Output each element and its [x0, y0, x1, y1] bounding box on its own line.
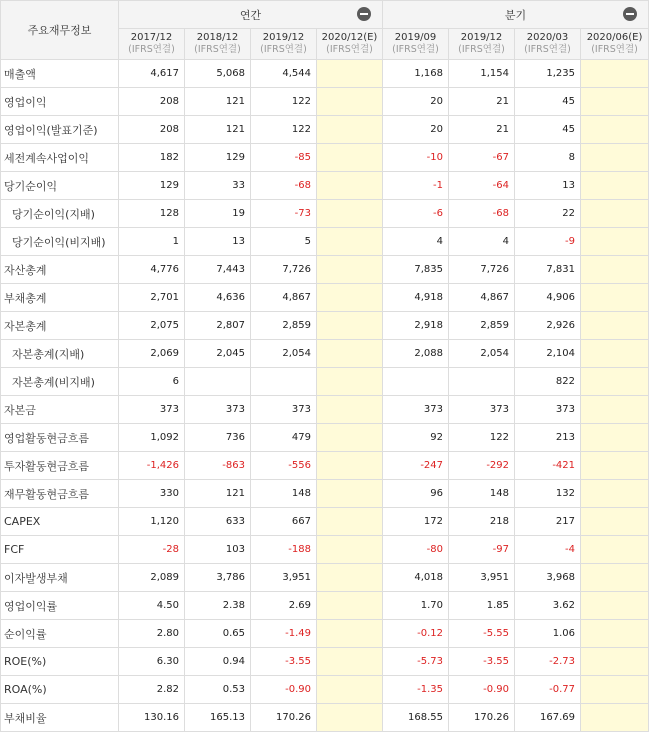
quarter-value-cell: 172 [383, 508, 449, 536]
quarter-value-cell [581, 676, 649, 704]
annual-period-header [119, 29, 185, 60]
annual-period-header [185, 29, 251, 60]
annual-value-cell: -188 [251, 536, 317, 564]
quarter-value-cell [581, 564, 649, 592]
annual-value-cell: 4,867 [251, 284, 317, 312]
row-label: 당기순이익 [1, 172, 119, 200]
quarter-value-cell: 4,018 [383, 564, 449, 592]
annual-value-cell [317, 564, 383, 592]
quarter-period-header [449, 29, 515, 60]
annual-value-cell: 0.53 [185, 676, 251, 704]
quarter-value-cell [581, 452, 649, 480]
quarter-value-cell: -0.77 [515, 676, 581, 704]
annual-value-cell [317, 284, 383, 312]
quarter-value-cell: 3.62 [515, 592, 581, 620]
accounting-basis-label: (IFRS연결) [458, 44, 505, 55]
table-row [1, 88, 649, 116]
quarter-value-cell [581, 284, 649, 312]
row-label: 영업이익(발표기준) [1, 116, 119, 144]
annual-period-header [251, 29, 317, 60]
quarter-group-header [383, 1, 649, 29]
annual-value-cell: 2.69 [251, 592, 317, 620]
annual-value-cell [317, 172, 383, 200]
annual-value-cell: 2,701 [119, 284, 185, 312]
annual-value-cell: 2,045 [185, 340, 251, 368]
annual-value-cell: 667 [251, 508, 317, 536]
annual-value-cell: 2,054 [251, 340, 317, 368]
quarter-value-cell: -80 [383, 536, 449, 564]
annual-value-cell: 4,776 [119, 256, 185, 284]
annual-value-cell [317, 60, 383, 88]
annual-value-cell: 121 [185, 88, 251, 116]
quarter-value-cell: -3.55 [449, 648, 515, 676]
table-row [1, 312, 649, 340]
quarter-value-cell [581, 340, 649, 368]
quarter-value-cell: -5.55 [449, 620, 515, 648]
quarter-value-cell: -10 [383, 144, 449, 172]
quarter-value-cell [383, 368, 449, 396]
annual-value-cell: 479 [251, 424, 317, 452]
table-row [1, 648, 649, 676]
accounting-basis-label: (IFRS연결) [524, 44, 571, 55]
quarter-value-cell: 3,951 [449, 564, 515, 592]
annual-value-cell: 2,069 [119, 340, 185, 368]
table-row [1, 592, 649, 620]
quarter-value-cell: 148 [449, 480, 515, 508]
quarter-value-cell: 4,867 [449, 284, 515, 312]
table-row [1, 396, 649, 424]
annual-value-cell: 2.82 [119, 676, 185, 704]
quarter-value-cell: 8 [515, 144, 581, 172]
row-label: CAPEX [1, 508, 119, 536]
table-row [1, 200, 649, 228]
quarter-value-cell: 7,835 [383, 256, 449, 284]
accounting-basis-label: (IFRS연결) [128, 44, 175, 55]
quarter-value-cell: 4,906 [515, 284, 581, 312]
quarter-value-cell: 45 [515, 88, 581, 116]
quarter-value-cell [581, 200, 649, 228]
period-label: 2020/06(E) [586, 32, 643, 43]
quarter-value-cell [581, 368, 649, 396]
annual-value-cell: -68 [251, 172, 317, 200]
annual-value-cell: 103 [185, 536, 251, 564]
quarter-value-cell: 373 [449, 396, 515, 424]
quarter-value-cell [581, 704, 649, 732]
row-label: 재무활동현금흐름 [1, 480, 119, 508]
quarter-value-cell: -9 [515, 228, 581, 256]
row-label: 영업이익 [1, 88, 119, 116]
quarter-value-cell: 4 [449, 228, 515, 256]
annual-value-cell: -1.49 [251, 620, 317, 648]
quarter-value-cell: 1,235 [515, 60, 581, 88]
annual-value-cell: 129 [185, 144, 251, 172]
annual-value-cell: 0.94 [185, 648, 251, 676]
period-label: 2020/12(E) [321, 32, 378, 43]
period-label: 2019/12 [262, 32, 305, 43]
table-row [1, 508, 649, 536]
annual-value-cell: 2,089 [119, 564, 185, 592]
quarter-value-cell: 822 [515, 368, 581, 396]
quarter-value-cell: -1 [383, 172, 449, 200]
row-label: 자산총계 [1, 256, 119, 284]
annual-value-cell [317, 200, 383, 228]
period-label: 2019/09 [394, 32, 437, 43]
annual-value-cell [317, 116, 383, 144]
annual-value-cell [185, 368, 251, 396]
quarter-value-cell: 1,168 [383, 60, 449, 88]
annual-label: 연간 [239, 8, 262, 22]
table-row [1, 480, 649, 508]
annual-value-cell: 2.38 [185, 592, 251, 620]
annual-value-cell [317, 424, 383, 452]
quarter-value-cell: 4,918 [383, 284, 449, 312]
quarter-value-cell: 2,104 [515, 340, 581, 368]
table-row [1, 452, 649, 480]
quarter-value-cell: 4 [383, 228, 449, 256]
annual-value-cell: 633 [185, 508, 251, 536]
annual-value-cell: 4,617 [119, 60, 185, 88]
quarter-value-cell: 96 [383, 480, 449, 508]
row-label: ROE(%) [1, 648, 119, 676]
quarter-value-cell: 1.85 [449, 592, 515, 620]
quarter-value-cell: -292 [449, 452, 515, 480]
annual-value-cell: 170.26 [251, 704, 317, 732]
quarter-value-cell: 3,968 [515, 564, 581, 592]
annual-value-cell: 121 [185, 480, 251, 508]
quarter-value-cell: 2,859 [449, 312, 515, 340]
annual-value-cell: 5,068 [185, 60, 251, 88]
annual-value-cell: -85 [251, 144, 317, 172]
annual-value-cell: 4.50 [119, 592, 185, 620]
period-label: 2019/12 [460, 32, 503, 43]
accounting-basis-label: (IFRS연결) [194, 44, 241, 55]
quarter-value-cell: 92 [383, 424, 449, 452]
quarter-value-cell [581, 648, 649, 676]
annual-value-cell: 13 [185, 228, 251, 256]
annual-value-cell [317, 592, 383, 620]
annual-value-cell: 121 [185, 116, 251, 144]
annual-value-cell [317, 480, 383, 508]
annual-value-cell: 182 [119, 144, 185, 172]
annual-value-cell [317, 144, 383, 172]
row-label: 부채비율 [1, 704, 119, 732]
annual-value-cell: 165.13 [185, 704, 251, 732]
quarter-value-cell [581, 424, 649, 452]
quarter-value-cell: -0.90 [449, 676, 515, 704]
table-title: 주요재무정보 [1, 1, 119, 60]
annual-value-cell: 7,443 [185, 256, 251, 284]
quarter-value-cell [581, 172, 649, 200]
annual-value-cell: 373 [251, 396, 317, 424]
annual-value-cell: 4,636 [185, 284, 251, 312]
table-row [1, 368, 649, 396]
quarter-value-cell [581, 116, 649, 144]
quarter-value-cell: 20 [383, 116, 449, 144]
quarter-value-cell [581, 88, 649, 116]
quarter-value-cell: 373 [515, 396, 581, 424]
quarter-period-header [383, 29, 449, 60]
minus-circle-icon[interactable] [357, 7, 371, 21]
annual-value-cell: 1,120 [119, 508, 185, 536]
annual-value-cell: 7,726 [251, 256, 317, 284]
row-label: FCF [1, 536, 119, 564]
quarter-value-cell: -0.12 [383, 620, 449, 648]
quarter-value-cell: -67 [449, 144, 515, 172]
annual-value-cell: 130.16 [119, 704, 185, 732]
annual-value-cell: 122 [251, 88, 317, 116]
quarter-value-cell [581, 508, 649, 536]
annual-value-cell: -28 [119, 536, 185, 564]
annual-value-cell: 129 [119, 172, 185, 200]
quarter-value-cell: -5.73 [383, 648, 449, 676]
annual-value-cell: -0.90 [251, 676, 317, 704]
quarter-value-cell: 13 [515, 172, 581, 200]
quarter-value-cell: -6 [383, 200, 449, 228]
annual-value-cell: 208 [119, 88, 185, 116]
period-label: 2018/12 [196, 32, 239, 43]
row-label: 자본총계 [1, 312, 119, 340]
annual-value-cell: 2,859 [251, 312, 317, 340]
accounting-basis-label: (IFRS연결) [326, 44, 373, 55]
quarter-value-cell: 218 [449, 508, 515, 536]
annual-value-cell: -73 [251, 200, 317, 228]
annual-value-cell: 1,092 [119, 424, 185, 452]
annual-value-cell: 4,544 [251, 60, 317, 88]
annual-period-header [317, 29, 383, 60]
row-label: 자본총계(비지배) [1, 368, 119, 396]
quarter-value-cell: -1.35 [383, 676, 449, 704]
quarter-value-cell: -247 [383, 452, 449, 480]
quarter-value-cell [581, 60, 649, 88]
table-row [1, 144, 649, 172]
quarter-value-cell: 1.06 [515, 620, 581, 648]
annual-value-cell: 208 [119, 116, 185, 144]
annual-value-cell: 6 [119, 368, 185, 396]
quarter-value-cell: -421 [515, 452, 581, 480]
quarter-value-cell: 21 [449, 116, 515, 144]
row-label: 영업이익률 [1, 592, 119, 620]
annual-value-cell [317, 228, 383, 256]
quarter-value-cell: 1,154 [449, 60, 515, 88]
quarter-period-header [515, 29, 581, 60]
quarter-value-cell: 22 [515, 200, 581, 228]
annual-value-cell: 148 [251, 480, 317, 508]
quarter-value-cell: -4 [515, 536, 581, 564]
quarter-value-cell: 1.70 [383, 592, 449, 620]
quarter-value-cell: 7,726 [449, 256, 515, 284]
quarter-value-cell: 373 [383, 396, 449, 424]
row-label: 투자활동현금흐름 [1, 452, 119, 480]
table-row [1, 284, 649, 312]
annual-value-cell: 128 [119, 200, 185, 228]
annual-value-cell: 2,807 [185, 312, 251, 340]
quarter-value-cell [581, 620, 649, 648]
quarter-value-cell: -97 [449, 536, 515, 564]
annual-value-cell [317, 704, 383, 732]
annual-value-cell: 3,951 [251, 564, 317, 592]
quarter-value-cell [581, 480, 649, 508]
quarter-value-cell: 2,926 [515, 312, 581, 340]
table-row [1, 60, 649, 88]
quarter-value-cell [581, 592, 649, 620]
quarter-value-cell [449, 368, 515, 396]
annual-value-cell [317, 312, 383, 340]
quarter-value-cell: 167.69 [515, 704, 581, 732]
table-row [1, 340, 649, 368]
accounting-basis-label: (IFRS연결) [392, 44, 439, 55]
row-label: 부채총계 [1, 284, 119, 312]
annual-value-cell [317, 452, 383, 480]
quarter-value-cell [581, 312, 649, 340]
quarter-value-cell: 213 [515, 424, 581, 452]
annual-value-cell: 3,786 [185, 564, 251, 592]
row-label: 세전계속사업이익 [1, 144, 119, 172]
minus-circle-icon[interactable] [623, 7, 637, 21]
quarter-value-cell: 45 [515, 116, 581, 144]
annual-value-cell: -1,426 [119, 452, 185, 480]
quarter-label: 분기 [504, 8, 527, 22]
annual-value-cell: 122 [251, 116, 317, 144]
quarter-value-cell [581, 396, 649, 424]
row-label: 자본금 [1, 396, 119, 424]
accounting-basis-label: (IFRS연결) [591, 44, 638, 55]
annual-value-cell: 736 [185, 424, 251, 452]
quarter-value-cell: 2,918 [383, 312, 449, 340]
table-row [1, 620, 649, 648]
quarter-value-cell [581, 228, 649, 256]
annual-value-cell [317, 368, 383, 396]
row-label: 당기순이익(지배) [1, 200, 119, 228]
accounting-basis-label: (IFRS연결) [260, 44, 307, 55]
annual-value-cell [317, 676, 383, 704]
row-label: 매출액 [1, 60, 119, 88]
period-label: 2020/03 [526, 32, 569, 43]
annual-value-cell [317, 340, 383, 368]
quarter-value-cell [581, 144, 649, 172]
annual-value-cell: 373 [185, 396, 251, 424]
annual-value-cell: 33 [185, 172, 251, 200]
table-row [1, 676, 649, 704]
table-row [1, 228, 649, 256]
quarter-value-cell: 21 [449, 88, 515, 116]
row-label: 자본총계(지배) [1, 340, 119, 368]
annual-value-cell: 1 [119, 228, 185, 256]
annual-value-cell: 5 [251, 228, 317, 256]
table-row [1, 704, 649, 732]
annual-value-cell: -3.55 [251, 648, 317, 676]
annual-value-cell: 2.80 [119, 620, 185, 648]
table-row [1, 172, 649, 200]
quarter-value-cell: 7,831 [515, 256, 581, 284]
row-label: 순이익률 [1, 620, 119, 648]
annual-value-cell: -556 [251, 452, 317, 480]
annual-value-cell: 373 [119, 396, 185, 424]
table-row [1, 256, 649, 284]
annual-value-cell [317, 620, 383, 648]
annual-value-cell [251, 368, 317, 396]
quarter-value-cell [581, 256, 649, 284]
annual-value-cell [317, 88, 383, 116]
quarter-period-header [581, 29, 649, 60]
row-label: ROA(%) [1, 676, 119, 704]
annual-value-cell: 0.65 [185, 620, 251, 648]
annual-value-cell [317, 648, 383, 676]
row-label: 이자발생부채 [1, 564, 119, 592]
quarter-value-cell: -2.73 [515, 648, 581, 676]
quarter-value-cell: 217 [515, 508, 581, 536]
annual-value-cell [317, 256, 383, 284]
row-label: 영업활동현금흐름 [1, 424, 119, 452]
annual-value-cell [317, 508, 383, 536]
quarter-value-cell: 122 [449, 424, 515, 452]
quarter-value-cell: 2,054 [449, 340, 515, 368]
quarter-value-cell: 2,088 [383, 340, 449, 368]
quarter-value-cell: 168.55 [383, 704, 449, 732]
quarter-value-cell [581, 536, 649, 564]
annual-value-cell [317, 396, 383, 424]
annual-value-cell: 19 [185, 200, 251, 228]
annual-value-cell: 2,075 [119, 312, 185, 340]
quarter-value-cell: -68 [449, 200, 515, 228]
annual-value-cell: 330 [119, 480, 185, 508]
table-row [1, 564, 649, 592]
annual-value-cell: -863 [185, 452, 251, 480]
quarter-value-cell: 170.26 [449, 704, 515, 732]
table-row [1, 116, 649, 144]
quarter-value-cell: -64 [449, 172, 515, 200]
table-row [1, 536, 649, 564]
annual-value-cell [317, 536, 383, 564]
annual-value-cell: 6.30 [119, 648, 185, 676]
quarter-value-cell: 20 [383, 88, 449, 116]
row-label: 당기순이익(비지배) [1, 228, 119, 256]
period-label: 2017/12 [130, 32, 173, 43]
quarter-value-cell: 132 [515, 480, 581, 508]
annual-group-header [119, 1, 383, 29]
table-row [1, 424, 649, 452]
